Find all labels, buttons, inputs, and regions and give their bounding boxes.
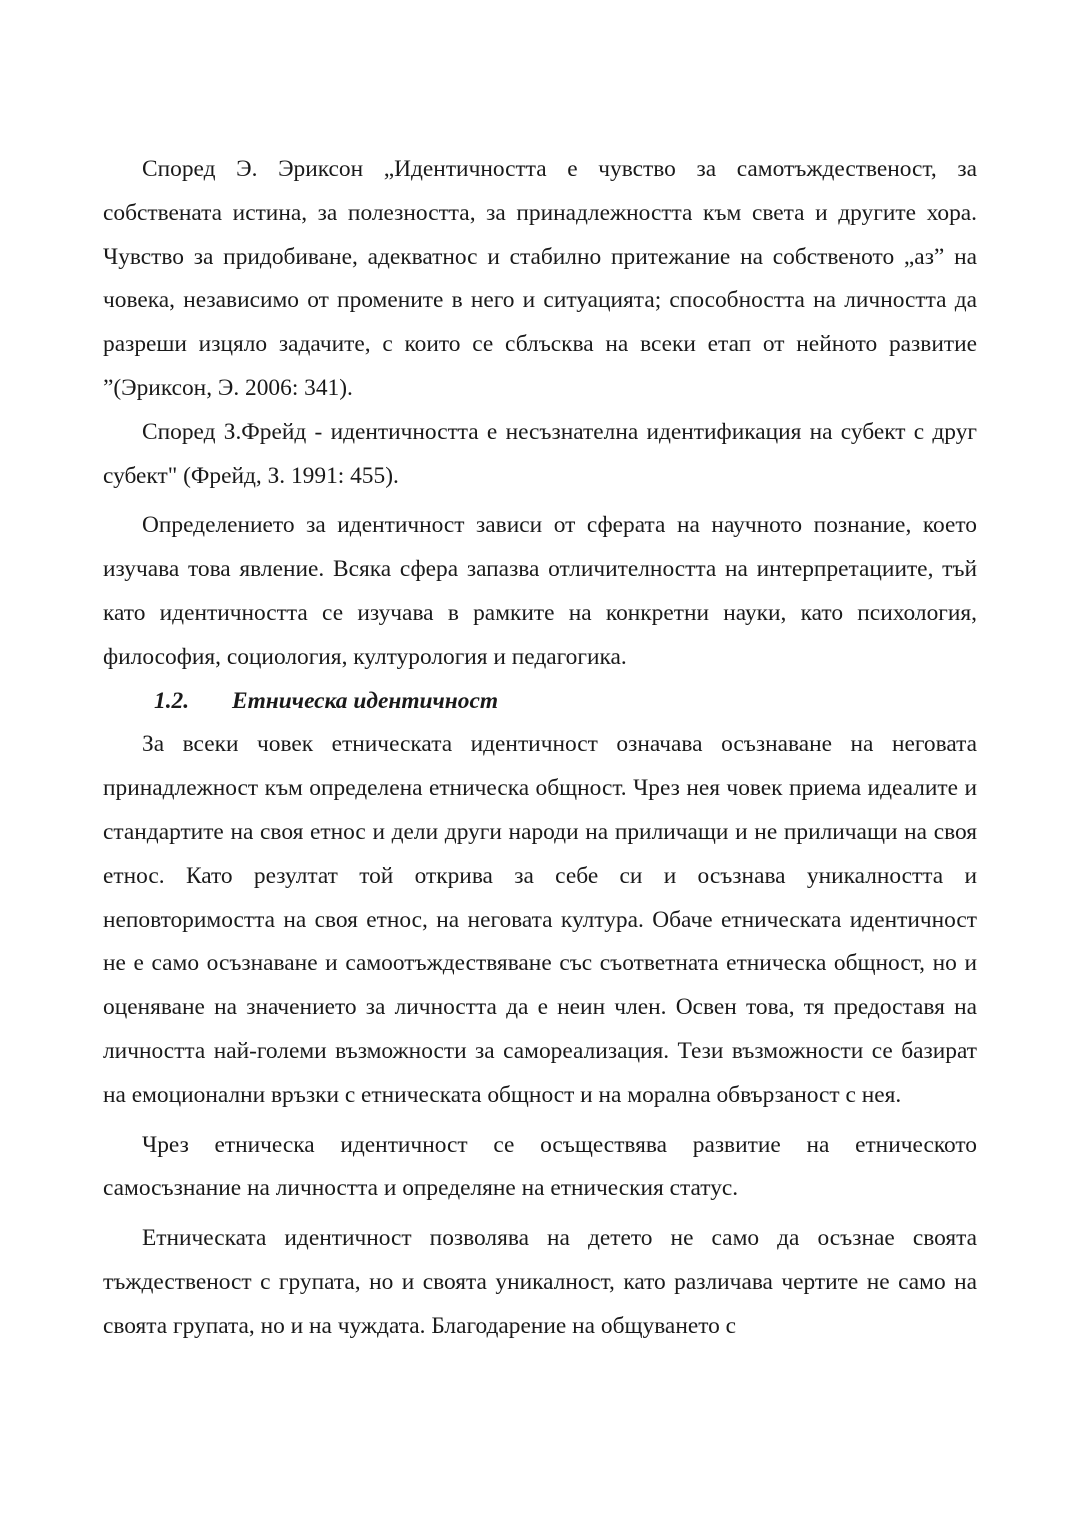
paragraph-freud-definition: Според З.Фрейд - идентичността е несъзнателна идентификация на субект с друг субект" (Фрейд, З. 1991: 455). [103,418,977,489]
section-heading [103,680,977,724]
paragraph-ethnic-self-awareness: Чрез етническа идентичност се осъществява развитие на етническото самосъзнание на личността и определяне на етническия статус. [103,1131,977,1202]
paragraph-erikson-definition: Според Э. Эриксон „Идентичността е чувство за самотъждественост, за собствената истина, за полезността, за принадлежността към света и другите хора. Чувство за придобиване, адекватнос и стабилно притежание на собственото „аз” на човека, независимо от промените в него и ситуацията; способността на личността да разреши изцяло задачите, с които се сблъсква на всеки етап от нейното развитие ”(Эриксон, Э. 2006: 341). [103,156,977,401]
paragraph-child-identity: Етническата идентичност позволява на детето не само да осъзнае своята тъждественост с групата, но и своята уникалност, като различава чертите не само на своята групата, но и на чуждата. Благодарение на общуването с [103,1225,977,1339]
paragraph-ethnic-identity-meaning: За всеки човек етническата идентичност означава осъзнаване на неговата принадлежност към определена етническа общност. Чрез нея човек приема идеалите и стандартите на своя етнос и дели други народи на приличащи и не приличащи на своя етнос. Като резултат той открива за себе си и осъзнава уникалността и неповторимостта на своя етнос, на неговата култура. Обаче етническата идентичност не е само осъзнаване и самоотъждествяване със съответната етническа общност, но и оценяване на значението за личността да е неин член. Освен това, тя предоставя на личността най-големи възможности за самореализация. Тези възможности се базират на емоционални връзки с етническата общност и на морална обвързаност с нея. [103,731,977,1108]
document-body [103,148,977,1349]
section-number: 1.2. [154,687,190,714]
section-title: Етническа идентичност [232,687,499,714]
paragraph-identity-scope: Определението за идентичност зависи от сферата на научното познание, което изучава това явление. Всяка сфера запазва отличителността на интерпретациите, тъй като идентичността се изучава в рамките на конкретни науки, като психология, философия, социология, културология и педагогика. [103,512,977,670]
